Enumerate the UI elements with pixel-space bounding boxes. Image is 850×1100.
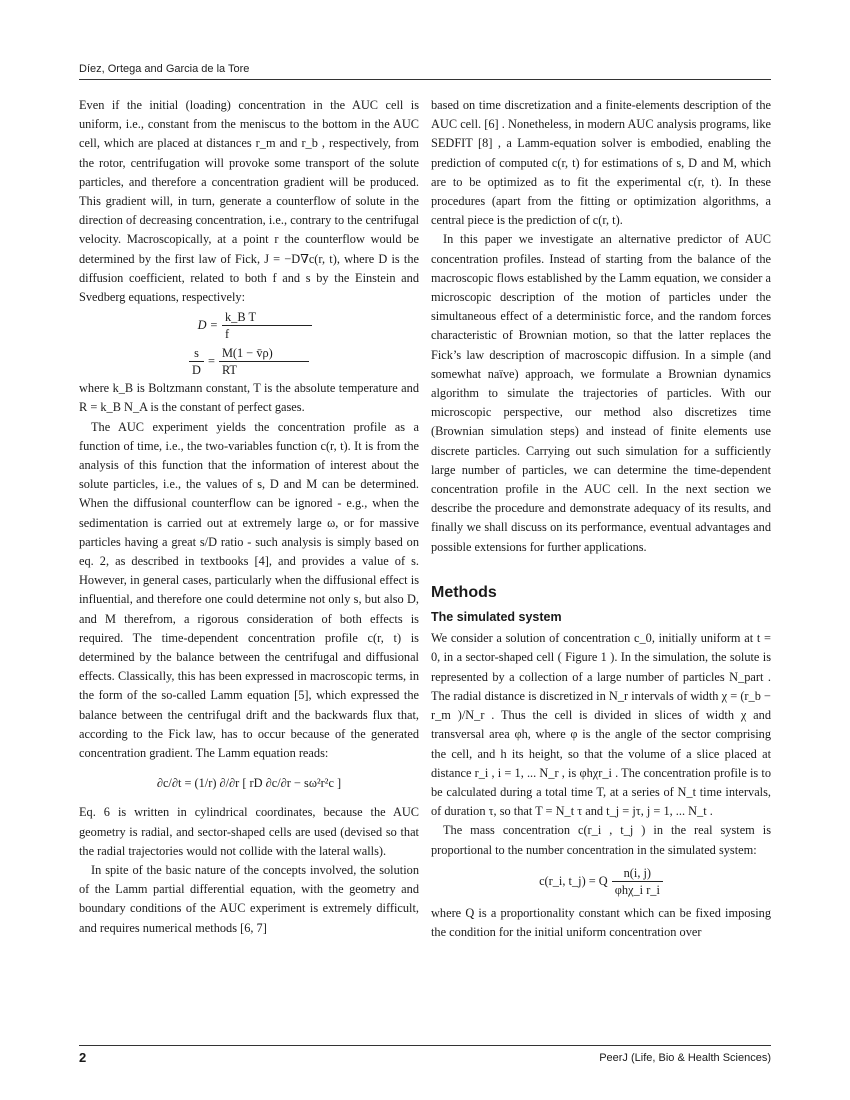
eq3-text: ∂c/∂t = (1/r) ∂/∂r [ rD ∂c/∂r − sω²r²c ]	[156, 775, 342, 790]
eq2-lhs-denominator: D	[192, 362, 201, 377]
left-paragraph-1: Even if the initial (loading) concentration in the AUC cell is uniform, i.e., constant from the meniscus to the bottom in the AUC cell, which are placed at distances r_m and r_b , respectively, from the rotor, centrifugation will provoke some transport of the solute particles, and therefore a concentration gradient will be produced. This gradient will, in turn, generate a counterflow of solute in the direction of decreasing concentration, i.e., contrary to the centrifugal velocity. Macroscopically, at a point r the counterflow would be determined by the first law of Fick, J = −D∇c(r, t), where D is the diffusion coefficient, related to both f and s by the Einstein and Svedberg equations, respectively:	[79, 98, 419, 305]
eq4-numerator: n(i, j)	[612, 865, 663, 882]
left-paragraph-4: Eq. 6 is written in cylindrical coordinates, because the AUC geometry is radial, and sector-shaped cells are used (devised so that the radial trajectories would not collide with the lateral walls).	[79, 805, 419, 858]
eq2-lhs-fraction	[189, 345, 204, 378]
running-head: Díez, Ortega and Garcia de la Tore	[79, 63, 250, 75]
eq2-denominator: RT	[221, 362, 237, 377]
right-column	[431, 96, 771, 942]
equation-einstein	[79, 307, 419, 343]
right-paragraph-1: based on time discretization and a finite-elements description of the AUC cell. [6] . Nonetheless, in modern AUC analysis programs, like SEDFIT [8] , a Lamm-equation solver is embodied, enabling the prediction of computed c(r, t) for estimations of s, D and M, which are to be optimized as to fit the experimental c(r, t). In these procedures (apart from the fitting or optimization algorithms, a central piece is the prediction of c(r, t).	[431, 98, 771, 228]
left-column	[79, 96, 419, 938]
eq1-lhs: D =	[197, 317, 218, 332]
section-heading-methods: Methods	[431, 583, 497, 601]
eq1-fraction	[222, 309, 312, 342]
right-paragraph-4: The mass concentration c(r_i , t_j ) in the real system is proportional to the number concentration in the simulated system:	[431, 823, 771, 857]
equation-lamm	[79, 763, 419, 803]
eq2-fraction	[219, 345, 309, 378]
subsection-heading-simulated-system: The simulated system	[431, 610, 562, 625]
equation-svedberg	[79, 343, 419, 379]
page-number: 2	[79, 1050, 87, 1065]
eq2-equals: =	[207, 353, 215, 368]
right-paragraph-3: We consider a solution of concentration c_0, initially uniform at t = 0, in a sector-shaped cell ( Figure 1 ). In the simulation, the solute is represented by a collection of a large number of particles N_part . The radial distance is discretized in N_r intervals of width χ = (r_b − r_m )/N_r . Thus the cell is divided in slices of width χ and transversal area φh, where φ is the angle of the sector comprising the cell, and h its height, so that the volume of a slice placed at distance r_i , i = 1, ... N_r , is φhχr_i . The concentration profile is to be calculated during a total time T, at a series of N_t time intervals, of duration τ, so that T = N_t τ and t_j = jτ, j = 1, ... N_t .	[431, 631, 771, 819]
eq1-denominator: f	[225, 326, 230, 341]
eq4-lhs: c(r_i, t_j) = Q	[539, 874, 608, 889]
journal-name: PeerJ (Life, Bio & Health Sciences)	[599, 1052, 771, 1064]
eq4-fraction	[612, 865, 663, 898]
eq2-lhs-numerator: s	[189, 345, 204, 362]
footer-rule	[79, 1045, 771, 1046]
equation-concentration	[431, 860, 771, 904]
right-paragraph-2: In this paper we investigate an alternative predictor of AUC concentration profiles. Instead of starting from the balance of the macroscopic flows established by the Lamm equation, we consider a microscopic description of the motion of particles under the simultaneous effect of a deterministic force, and the random forces characteristic of Brownian motion, so that the latter replaces the Fick’s law description of macroscopic diffusion. In a simple (and somewhat naïve) approach, we formulate a Brownian dynamics algorithm to simulate the trajectories of particles. With our microscopic perspective, our method also discretizes time (Brownian simulation steps) and instead of finite elements use discrete particles. Carrying out such simulation for a sufficiently large number of particles, we can determine the time-dependent concentration profile in the AUC cell. In the next section we describe the procedure and demonstrate adequacy of its results, and finally we shall discuss on its performance, eventual advantages and possible extensions for further applications.	[431, 232, 771, 554]
header-rule	[79, 79, 771, 80]
eq1-numerator: k_B T	[222, 309, 312, 326]
left-paragraph-3: The AUC experiment yields the concentration profile as a function of time, i.e., the two-variables function c(r, t). It is from the analysis of this function that the information of interest about the solute particles, i.e., the values of s, D and M can be determined. When the diffusional counterflow can be ignored - e.g., when the sedimentation is carried out at extremely large ω, or for massive particles having a great s/D ratio - such analysis is simply based on eq. 2, as described in textbooks [4], and provides a value of s. However, in general cases, particularly when the diffusional effect is influential, and therefore one could determine not only s, but also D, and M therefrom, a rigorous consideration of both effects is required. The time-dependent concentration profile c(r, t) is determined by the balance between the centrifugal and diffusional effects. Classically, this has been expressed in macroscopic terms, in the form of the so-called Lamm equation [5], which expressed the balance between the centrifugal drift and the backwards flux that, according to the Fick law, has to occur because of the generated concentration gradient. The Lamm equation reads:	[79, 419, 419, 761]
eq4-denominator: φhχ_i r_i	[614, 883, 660, 898]
left-paragraph-5: In spite of the basic nature of the concepts involved, the solution of the Lamm partial differential equation, with the geometry and boundary conditions of the AUC experiment is extremely difficult, and requires numerical methods [6, 7]	[79, 862, 419, 935]
left-paragraph-2: where k_B is Boltzmann constant, T is the absolute temperature and R = k_B N_A is the constant of perfect gases.	[79, 381, 419, 415]
eq2-numerator: M(1 − v̄ρ)	[219, 345, 309, 362]
right-paragraph-5: where Q is a proportionality constant which can be fixed imposing the condition for the initial uniform concentration over	[431, 905, 771, 939]
